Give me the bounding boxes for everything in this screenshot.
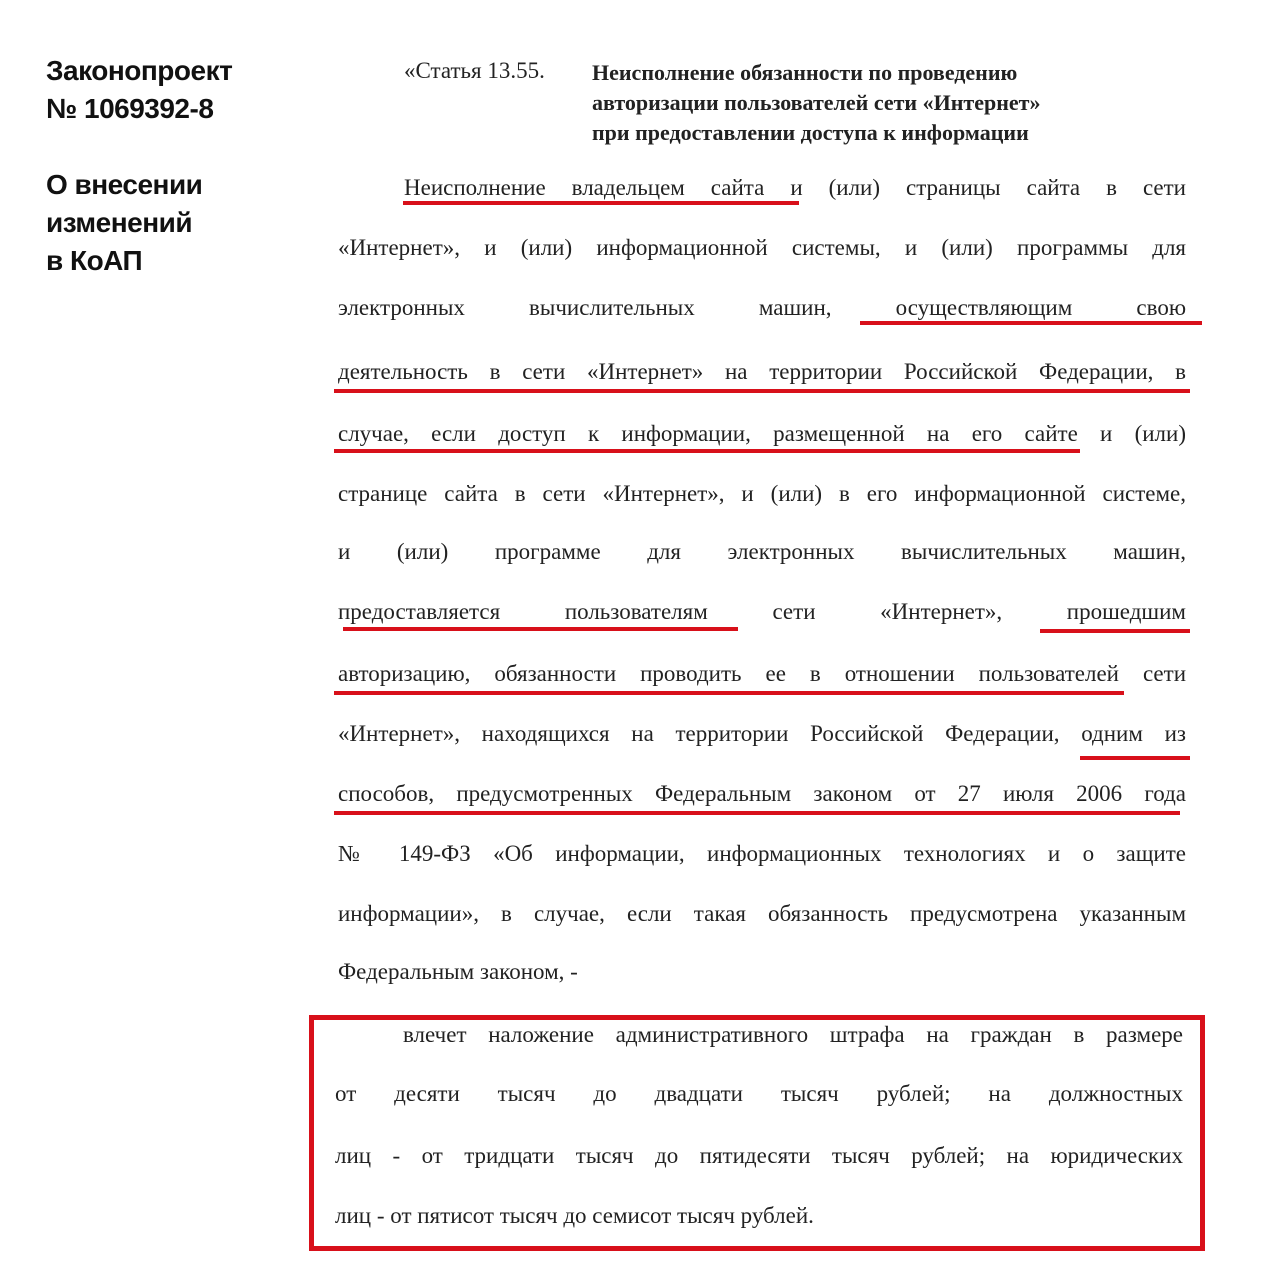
text-line: электронных вычислительных машин, осуществляющим свою (338, 295, 1186, 320)
text-line: Федеральным законом, - (338, 959, 578, 984)
bill-number-title: Законопроект № 1069392-8 (46, 55, 233, 124)
highlight-underline (1080, 756, 1190, 760)
penalty-line: влечет наложение административного штрафа на граждан в размере (403, 1022, 1183, 1047)
highlight-underline (334, 811, 1180, 815)
text-line: предоставляется пользователям сети «Интернет», прошедшим (338, 599, 1186, 624)
article-label: «Статья 13.55. (404, 58, 545, 83)
bill-subtitle: О внесении изменений в КоАП (46, 169, 203, 276)
text-line: случае, если доступ к информации, размещенной на его сайте и (или) (338, 421, 1186, 446)
penalty-line: от десяти тысяч до двадцати тысяч рублей; на должностных (335, 1081, 1183, 1106)
text-line: № 149-ФЗ «Об информации, информационных технологиях и о защите (338, 841, 1186, 866)
text-line: «Интернет», и (или) информационной системы, и (или) программы для (338, 235, 1186, 260)
highlight-underline (334, 691, 1124, 695)
text-line: странице сайта в сети «Интернет», и (или) в его информационной системе, (338, 481, 1186, 506)
text-line: авторизацию, обязанности проводить ее в отношении пользователей сети (338, 661, 1186, 686)
penalty-line: лиц - от пятисот тысяч до семисот тысяч рублей. (335, 1203, 814, 1228)
highlight-underline (334, 389, 1190, 393)
text-line: «Интернет», находящихся на территории Российской Федерации, одним из (338, 721, 1186, 746)
text-line: деятельность в сети «Интернет» на территории Российской Федерации, в (338, 359, 1186, 384)
highlight-underline (343, 627, 738, 631)
text-line: информации», в случае, если такая обязанность предусмотрена указанным (338, 901, 1186, 926)
highlight-underline (1040, 629, 1190, 633)
article-title: Неисполнение обязанности по проведению авторизации пользователей сети «Интернет» при предоставлении доступа к информации (592, 60, 1041, 145)
highlight-underline (403, 201, 799, 205)
text-line: и (или) программе для электронных вычислительных машин, (338, 539, 1186, 564)
text-line: Неисполнение владельцем сайта и (или) страницы сайта в сети (404, 175, 1186, 200)
penalty-line: лиц - от тридцати тысяч до пятидесяти тысяч рублей; на юридических (335, 1143, 1183, 1168)
highlight-underline (860, 321, 1202, 325)
text-line: способов, предусмотренных Федеральным законом от 27 июля 2006 года (338, 781, 1186, 806)
highlight-underline (334, 449, 1080, 453)
